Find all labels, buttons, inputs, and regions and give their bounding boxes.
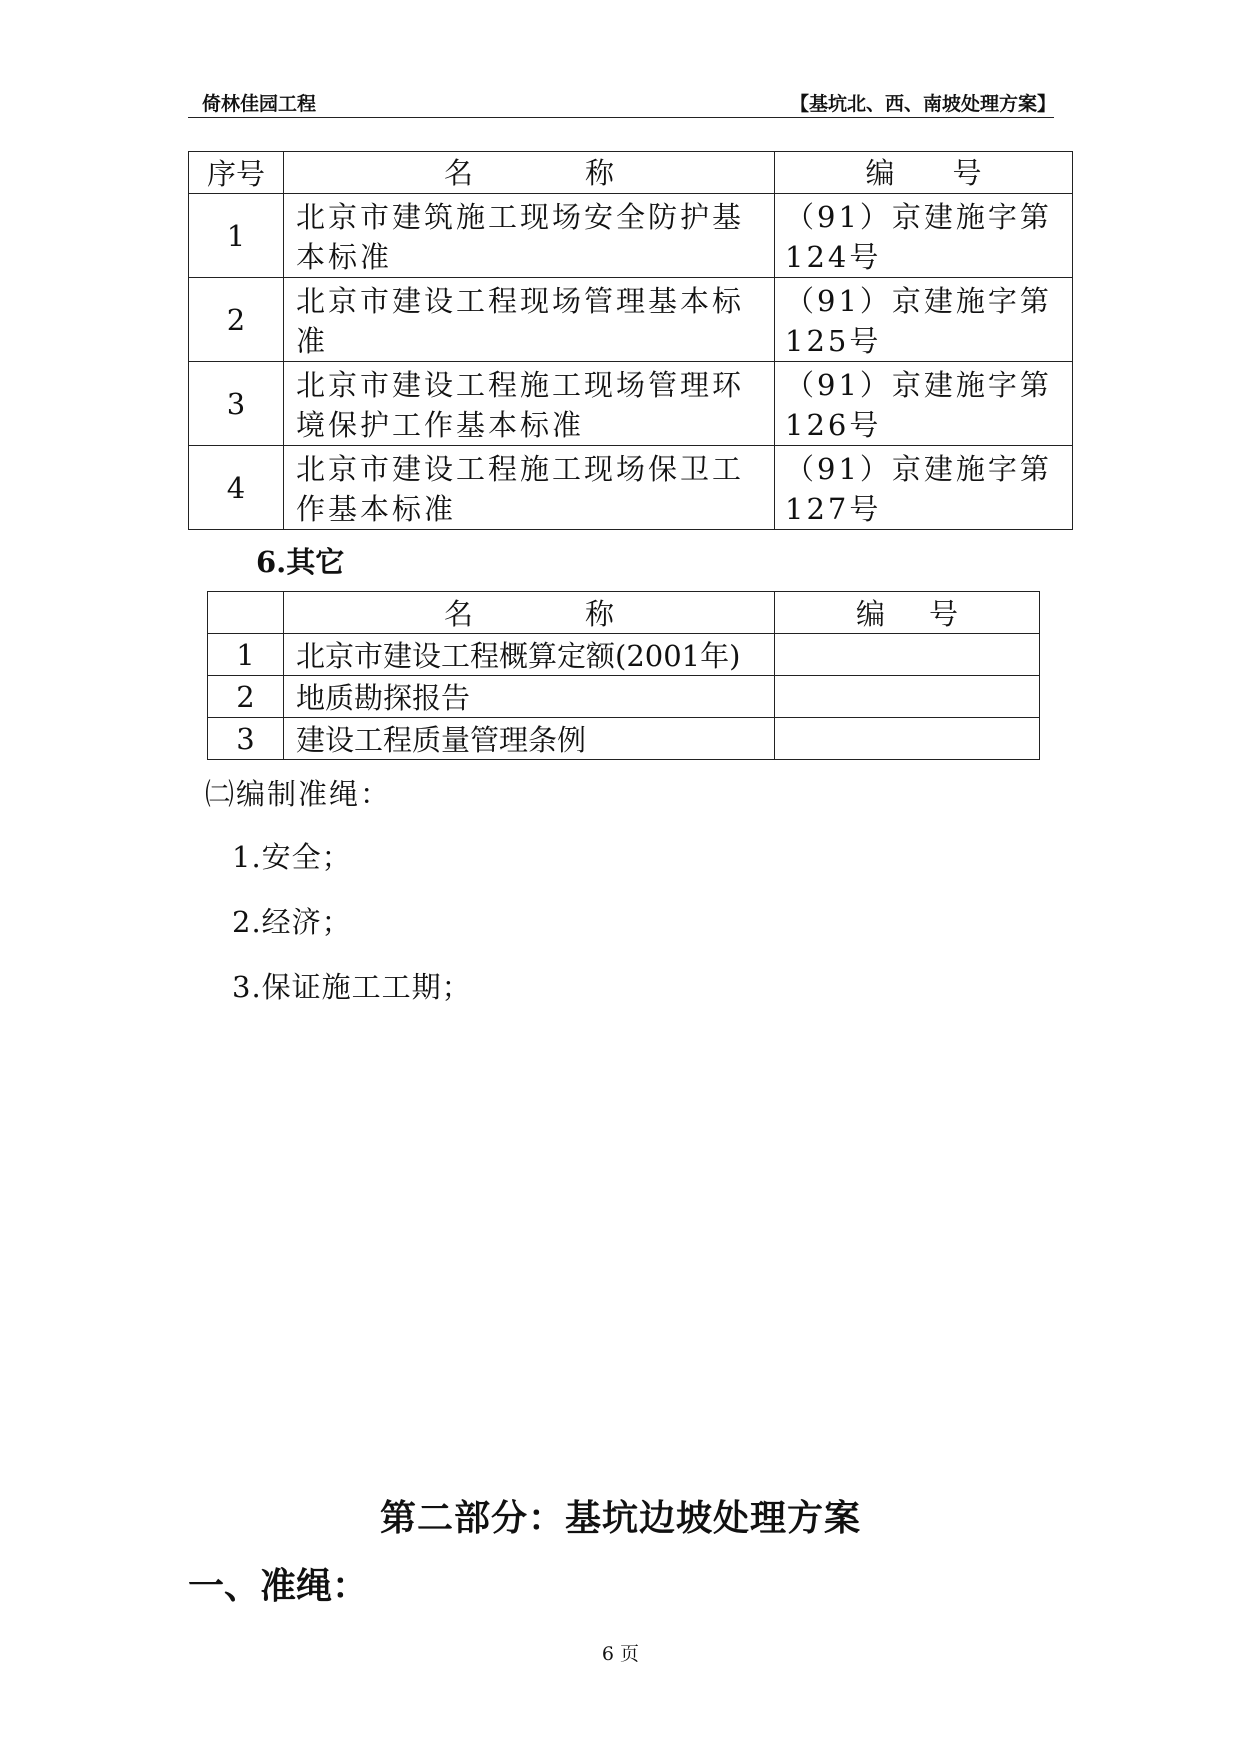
row-number: 2	[208, 676, 284, 718]
column-header-code-part: 编	[855, 597, 885, 631]
row-number: 2	[189, 278, 284, 362]
principles-heading: ㈡编制准绳：	[205, 777, 392, 811]
section-heading-other: 6.其它	[256, 545, 345, 579]
column-header-name-part: 称	[585, 597, 615, 631]
column-header-number: 序号	[189, 152, 284, 194]
reference-code	[775, 718, 1040, 760]
page-number: 6 页	[601, 1643, 640, 1665]
standard-code: （91）京建施字第127号	[775, 446, 1073, 530]
row-number: 1	[208, 634, 284, 676]
column-header-name-part: 称	[585, 155, 615, 190]
column-header-name-part: 名	[443, 597, 473, 631]
reference-name: 地质勘探报告	[284, 676, 775, 718]
principle-item: 3.保证施工工期；	[232, 970, 472, 1004]
table-row	[208, 718, 1040, 760]
header-divider	[188, 117, 1054, 118]
column-header-number	[208, 592, 284, 634]
standard-code: （91）京建施字第124号	[775, 194, 1073, 278]
standards-table	[188, 151, 1073, 530]
column-header-name-part: 名	[443, 155, 473, 190]
reference-name: 北京市建设工程概算定额(2001年)	[284, 634, 775, 676]
table-row	[208, 676, 1040, 718]
standard-code: （91）京建施字第125号	[775, 278, 1073, 362]
table-row	[208, 634, 1040, 676]
column-header-code-part: 号	[929, 597, 959, 631]
row-number: 3	[189, 362, 284, 446]
table-header-row	[189, 152, 1073, 194]
table-row	[189, 194, 1073, 278]
reference-code	[775, 634, 1040, 676]
standard-name: 北京市建设工程施工现场管理环境保护工作基本标准	[284, 362, 775, 446]
section-one-heading: 一、准绳：	[188, 1565, 369, 1607]
table-row	[189, 278, 1073, 362]
part-two-title: 第二部分：基坑边坡处理方案	[379, 1497, 861, 1539]
row-number: 4	[189, 446, 284, 530]
principle-item: 2.经济；	[232, 905, 352, 939]
reference-code	[775, 676, 1040, 718]
column-header-name	[284, 592, 775, 634]
column-header-code	[775, 592, 1040, 634]
standard-name: 北京市建设工程施工现场保卫工作基本标准	[284, 446, 775, 530]
row-number: 3	[208, 718, 284, 760]
header-document-title: 【基坑北、西、南坡处理方案】	[789, 93, 1056, 115]
standard-name: 北京市建筑施工现场安全防护基本标准	[284, 194, 775, 278]
standard-name: 北京市建设工程现场管理基本标准	[284, 278, 775, 362]
header-project-name: 倚林佳园工程	[202, 93, 317, 115]
table-row	[189, 446, 1073, 530]
column-header-name	[284, 152, 775, 194]
table-row	[189, 362, 1073, 446]
reference-name: 建设工程质量管理条例	[284, 718, 775, 760]
other-references-table	[207, 591, 1040, 760]
standard-code: （91）京建施字第126号	[775, 362, 1073, 446]
table-header-row	[208, 592, 1040, 634]
row-number: 1	[189, 194, 284, 278]
principle-item: 1.安全；	[232, 840, 352, 874]
column-header-code-part: 编	[865, 155, 895, 190]
column-header-code-part: 号	[952, 155, 982, 190]
column-header-code	[775, 152, 1073, 194]
